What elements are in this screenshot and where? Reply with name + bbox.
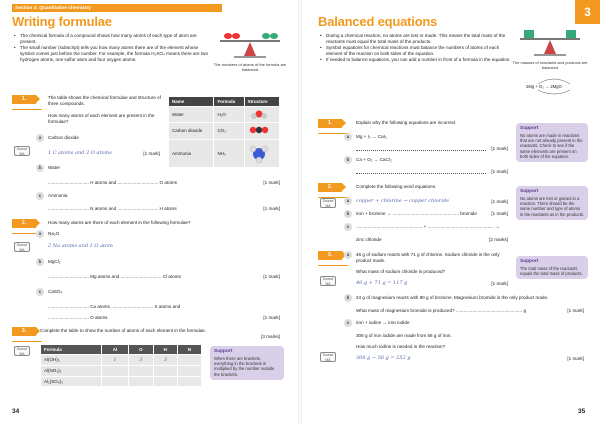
section-bar: Section 3: Quantitative chemistry (12, 4, 222, 12)
col-header: Name (169, 97, 214, 107)
q1-ask: Explain why the following equations are incorrect. (356, 120, 457, 125)
table-row (169, 106, 280, 123)
q2a-text: copper + chlorine → copper chloride (356, 198, 450, 204)
q1b-mark: [1 mark] (263, 180, 280, 185)
q1a-mark: [1 mark] (491, 146, 508, 151)
cell-al[interactable]: 1 (101, 354, 128, 365)
col-header: Structure (244, 97, 279, 107)
q3c-answer: 308 g − 56 g = 252 g (356, 355, 411, 361)
support-heading: Support (520, 189, 539, 194)
water-molecule-icon (244, 106, 279, 123)
divider (12, 341, 42, 342)
cell-o[interactable]: 3 (129, 354, 154, 365)
support-box (210, 346, 284, 380)
q2b-answer-line[interactable]: ................................ Mg atoms and ................................ Cl atoms (48, 274, 181, 279)
atoms-table (40, 344, 202, 387)
divider (318, 265, 348, 266)
equation-arrows (534, 76, 574, 96)
cell-formula: CO₂ (214, 123, 244, 140)
q2-ask: How many atoms are there of each element in the following formulae? (48, 220, 191, 225)
col-header: H (153, 345, 177, 355)
q1b-mark: [1 mark] (491, 169, 508, 174)
q2c-label: c (344, 223, 352, 231)
q2b-label: b (344, 210, 352, 218)
col-header: Al (101, 345, 128, 355)
source-badge: Source MA (320, 276, 336, 286)
q1a-answer: 1 C atoms and 2 O atoms (48, 150, 112, 156)
question-2-number: 2. (318, 183, 342, 192)
q3a-ask: What mass of sodium chloride is produced? (356, 269, 446, 274)
diagram-caption: The masses of reactants and products are balanced (512, 60, 588, 70)
cell-formula: H₂O (214, 106, 244, 123)
q3b-mark: [1 mark] (567, 308, 584, 313)
seesaw-diagram (514, 24, 586, 64)
q2c-mark: [2 marks] (489, 237, 508, 242)
q2c-text-2: zinc chloride (356, 237, 382, 242)
page-number: 34 (12, 408, 20, 415)
q2b-text[interactable]: iron + bromine → .................................................... bromide (356, 211, 477, 216)
q2c-label: c (36, 288, 44, 296)
col-header: N (177, 345, 201, 355)
support-heading: Support (520, 126, 539, 131)
q2c-answer-line[interactable]: ................................ Ca atoms, ................................ S atoms and (48, 304, 181, 309)
cell-formula: NH₃ (214, 139, 244, 167)
table-row (169, 123, 280, 140)
cell-n[interactable] (177, 354, 201, 365)
support-text: When there are brackets, everything in the brackets is multiplied by the number outside the brackets. (214, 355, 275, 377)
question-2-number: 2. (12, 219, 36, 228)
cell-formula: Al₂(SO₄)₃ (41, 376, 102, 387)
table-row (41, 365, 202, 376)
question-1-number: 1. (12, 95, 36, 104)
q2b-text: MgCl₂ (48, 259, 61, 264)
cell-name: Carbon dioxide (169, 123, 214, 140)
q1b-text: Ca + O₂ → CaCl₂ (356, 157, 392, 162)
q1a-text: Mg + I₂ → CaI₂ (356, 134, 387, 139)
q2b-mark: [1 mark] (263, 274, 280, 279)
bullet-item: • The chemical formula of a compound shows how many atoms of each type of atom are present. (14, 33, 210, 44)
q1a-answer-line[interactable] (356, 150, 486, 151)
source-badge: Source MA (320, 352, 336, 362)
q1a-label: a (36, 134, 44, 142)
support-box (516, 186, 588, 220)
q1-ask: How many atoms of each element are present in the formulae? (48, 113, 155, 124)
page-number: 35 (578, 408, 586, 415)
divider (318, 133, 348, 134)
table-row (41, 376, 202, 387)
q3a-label: a (344, 251, 352, 259)
right-page (300, 0, 600, 424)
bullet-item: • During a chemical reaction, no atoms are lost or made. This means the total mass of the reactants must equal the total mass of the products. (320, 33, 512, 44)
q1b-label: b (36, 164, 44, 172)
q1c-answer-line[interactable]: ................................ N atoms and ................................ H atoms (48, 206, 177, 211)
cell-name: Water (169, 106, 214, 123)
support-text: The total mass of the reactants equals the total mass of products. (520, 265, 583, 277)
q1c-label: c (36, 192, 44, 200)
col-header: Formula (214, 97, 244, 107)
page-title: Writing formulae (12, 14, 112, 29)
q1c-text: Ammonia (48, 193, 68, 198)
q3b-ask[interactable]: What mass of magnesium bromide is produced? .................................................... g (356, 308, 527, 313)
q2c-answer-line-2[interactable]: ................................ O atoms (48, 315, 108, 320)
intro-bullets (14, 33, 210, 63)
table-row (169, 139, 280, 167)
divider (12, 109, 42, 110)
support-box (516, 123, 588, 162)
q3c-text: iron + iodine → iron iodide (356, 320, 410, 325)
q1-intro: The table shows the chemical formulae and structure of three compounds. (48, 95, 161, 106)
q2c-mark: [1 mark] (263, 315, 280, 320)
question-1-number: 1. (318, 119, 342, 128)
source-badge: Source MA (320, 198, 336, 208)
source-badge: Source MA (14, 146, 30, 156)
q3a-answer: 46 g + 71 g = 117 g (356, 280, 408, 286)
q2b-label: b (36, 258, 44, 266)
ammonia-molecule-icon (244, 139, 279, 167)
chapter-tab: 3 (575, 0, 600, 24)
cell-h[interactable]: 3 (153, 354, 177, 365)
compound-table (168, 96, 280, 168)
support-heading: Support (214, 349, 233, 354)
table-row (41, 354, 202, 365)
source-badge: Source MA (14, 242, 30, 252)
q3c-text-2: 308 g of iron iodide are made from 56 g of iron. (356, 333, 452, 338)
cell-al[interactable] (101, 376, 128, 387)
bullet-item: • If needed to balance equations, you can add a number in front of a formula in the equation. (320, 57, 512, 63)
q3-mark: [3 marks] (261, 334, 280, 339)
q1b-text: Water (48, 165, 61, 170)
source-badge: Source MA (14, 346, 30, 356)
balanced-equation: 2Mg + O₂ → 2MgO (526, 84, 562, 89)
q1b-answer-line[interactable]: ................................ H atoms and ................................ O atoms (48, 180, 177, 185)
q1b-answer-line[interactable] (356, 173, 486, 174)
q2a-text: Na₂O (48, 231, 60, 236)
q2-ask: Complete the following word equations. (356, 184, 437, 189)
diagram-caption: The numbers of atoms of the formula are balanced (213, 62, 287, 72)
col-header: O (129, 345, 154, 355)
support-heading: Support (520, 259, 539, 264)
cell-o[interactable] (129, 376, 154, 387)
bullet-item: • The small number (subscript) tells you how many atoms there are of the element whose symbol comes just before the number. For example, the formula H₂SO₄ means there are two hydrogen atoms, one sulfur atom and four oxygen atoms. (14, 45, 210, 62)
bullet-item: • Symbol equations for chemical reactions must balance the numbers of atoms of each element of the reaction on both sides of the equation. (320, 45, 512, 56)
q1b-label: b (344, 156, 352, 164)
col-header: Formula (41, 345, 102, 355)
q3c-ask: How much iodine is needed in the reaction? (356, 344, 446, 349)
support-box (516, 256, 588, 279)
cell-h[interactable] (153, 365, 177, 376)
q3b-text: 24 g of magnesium reacts with 80 g of bromine. Magnesium bromide is the only product made. (356, 295, 549, 300)
question-3-number: 3. (318, 251, 342, 260)
cell-h[interactable] (153, 376, 177, 387)
intro-bullets (320, 33, 512, 63)
q2c-text: CaSO₄ (48, 289, 63, 294)
cell-name: Ammonia (169, 139, 214, 167)
page-title: Balanced equations (318, 14, 438, 29)
q2a-answer: 2 Na atoms and 1 O atom (48, 243, 113, 249)
q2a-label: a (36, 230, 44, 238)
q3b-label: b (344, 294, 352, 302)
q2a-mark: [1 mark] (491, 199, 508, 204)
cell-al[interactable] (101, 365, 128, 376)
q3a-text: 46 g of sodium reacts with 71 g of chlorine. Sodium chloride is the only product made. (356, 252, 500, 263)
cell-formula: Al(OH)₃ (41, 354, 102, 365)
q1a-text: Carbon dioxide (48, 135, 79, 140)
q3a-mark: [1 mark] (491, 281, 508, 286)
cell-formula: Al(NO₃)₃ (41, 365, 102, 376)
question-3-number: 3. (12, 327, 36, 336)
co2-molecule-icon (244, 123, 279, 140)
q1a-label: a (344, 133, 352, 141)
q1c-mark: [1 mark] (263, 206, 280, 211)
q3-ask: Complete the table to show the number of atoms of each element in the formulae. (40, 328, 206, 333)
support-text: No atoms are lost or gained in a reaction. There should be the same number and type of atoms in the reactants as in the products. (520, 195, 585, 217)
q3c-mark: [1 mark] (567, 356, 584, 361)
support-text: No atoms are made in reactions that are not already present in the reactants. Check to see if the same elements are present on both sides of the equation. (520, 132, 583, 159)
cell-o[interactable] (129, 365, 154, 376)
cell-n[interactable] (177, 376, 201, 387)
q2b-mark: [1 mark] (491, 211, 508, 216)
q3c-label: c (344, 319, 352, 327)
cell-n[interactable] (177, 365, 201, 376)
q1a-mark: [1 mark] (143, 151, 160, 156)
q2c-text[interactable]: .................................................... + .................................................... → (356, 224, 500, 229)
q2a-label: a (344, 197, 352, 205)
